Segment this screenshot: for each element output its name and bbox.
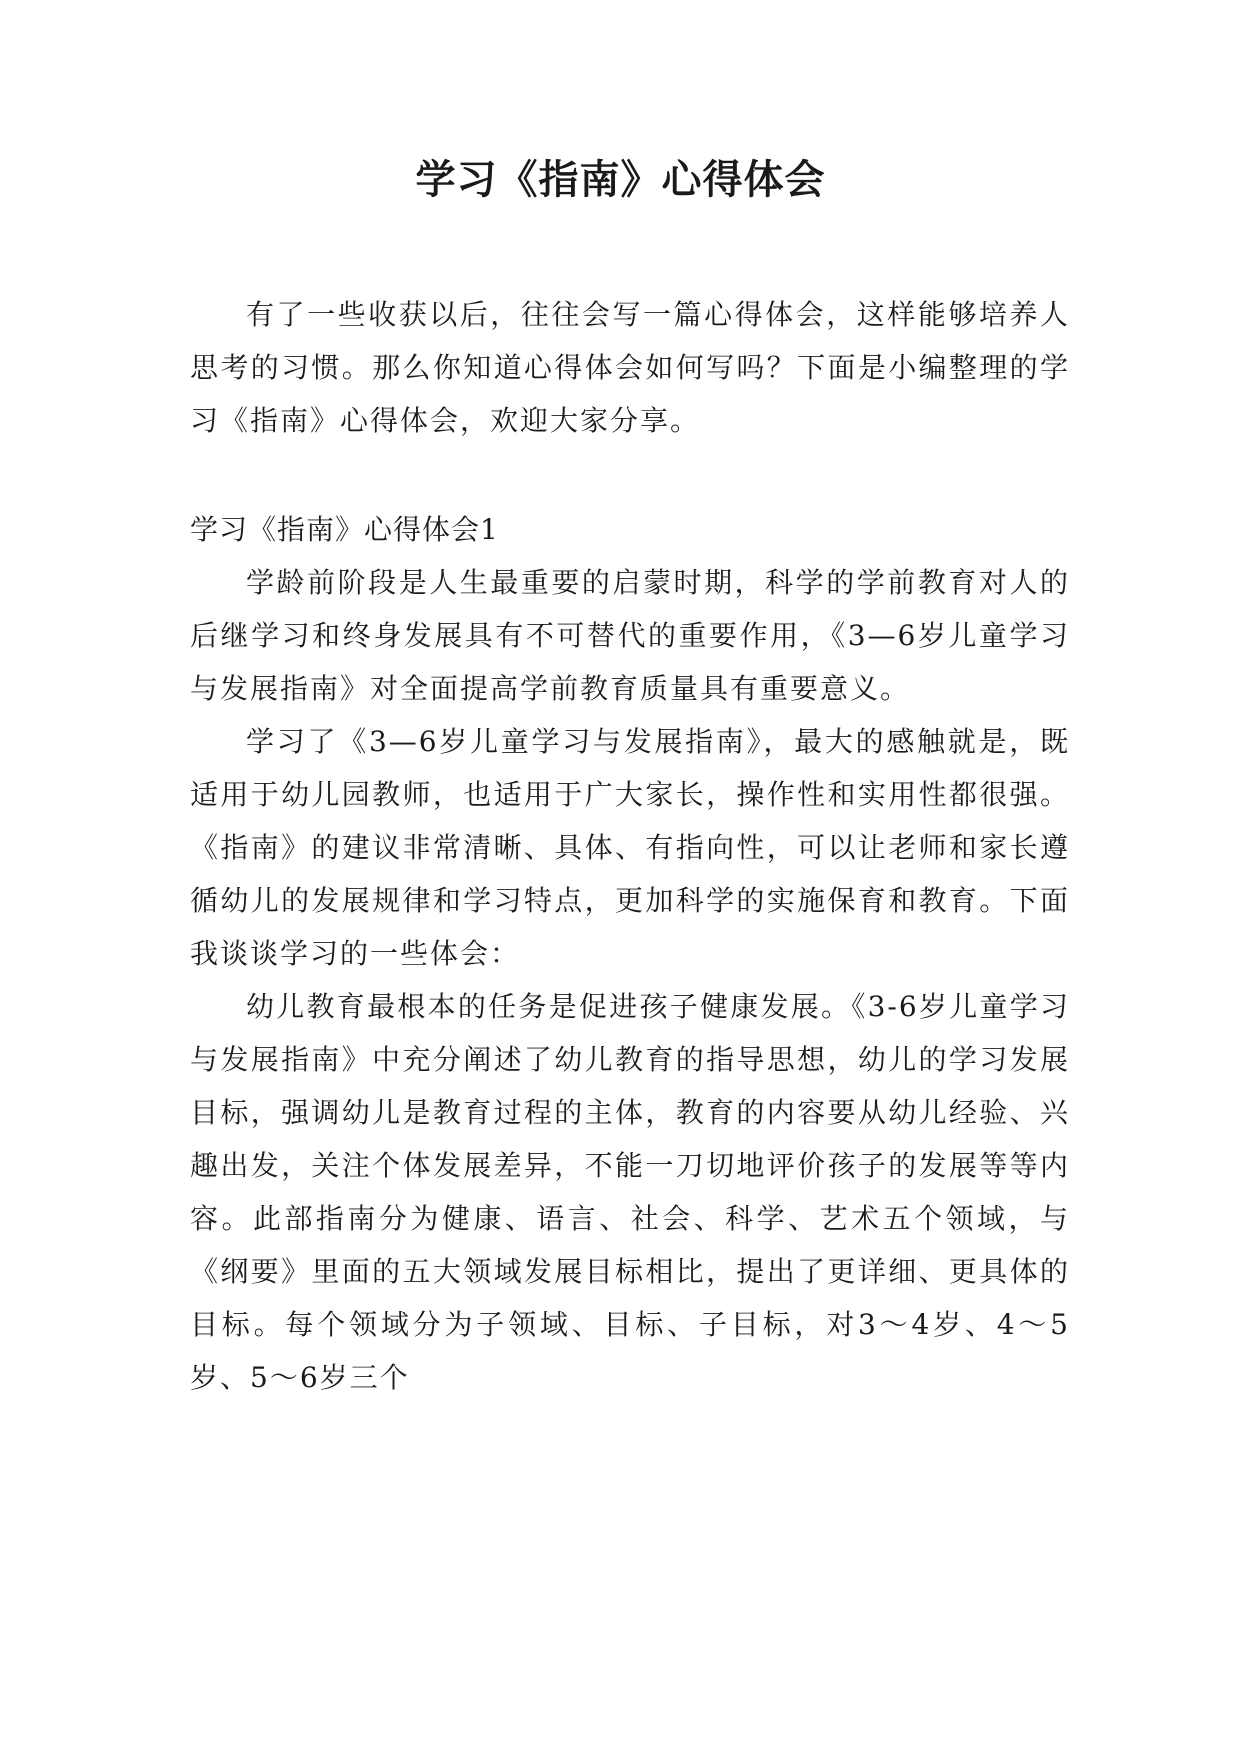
- body-paragraph-2: 学习了《3—6岁儿童学习与发展指南》，最大的感触就是，既适用于幼儿园教师，也适用于广大家长，操作性和实用性都很强。《指南》的建议非常清晰、具体、有指向性，可以让老师和家长遵循幼儿的发展规律和学习特点，更加科学的实施保育和教育。下面我谈谈学习的一些体会：: [190, 725, 1070, 970]
- body-paragraph-1: 学龄前阶段是人生最重要的启蒙时期，科学的学前教育对人的后继学习和终身发展具有不可替代的重要作用，《3—6岁儿童学习与发展指南》对全面提高学前教育质量具有重要意义。: [190, 566, 1070, 705]
- document-body: [190, 288, 1070, 1404]
- document-title: 学习《指南》心得体会: [415, 156, 826, 203]
- body-paragraph-3: 幼儿教育最根本的任务是促进孩子健康发展。《3-6岁儿童学习与发展指南》中充分阐述了幼儿教育的指导思想，幼儿的学习发展目标，强调幼儿是教育过程的主体，教育的内容要从幼儿经验、兴趣出发，关注个体发展差异，不能一刀切地评价孩子的发展等等内容。此部指南分为健康、语言、社会、科学、艺术五个领域，与《纲要》里面的五大领域发展目标相比，提出了更详细、更具体的目标。每个领域分为子领域、目标、子目标，对3～4岁、4～5岁、5～6岁三个: [190, 990, 1070, 1394]
- section-heading: 学习《指南》心得体会1: [190, 513, 499, 546]
- intro-paragraph: 有了一些收获以后，往往会写一篇心得体会，这样能够培养人思考的习惯。那么你知道心得体会如何写吗？下面是小编整理的学习《指南》心得体会，欢迎大家分享。: [190, 298, 1070, 437]
